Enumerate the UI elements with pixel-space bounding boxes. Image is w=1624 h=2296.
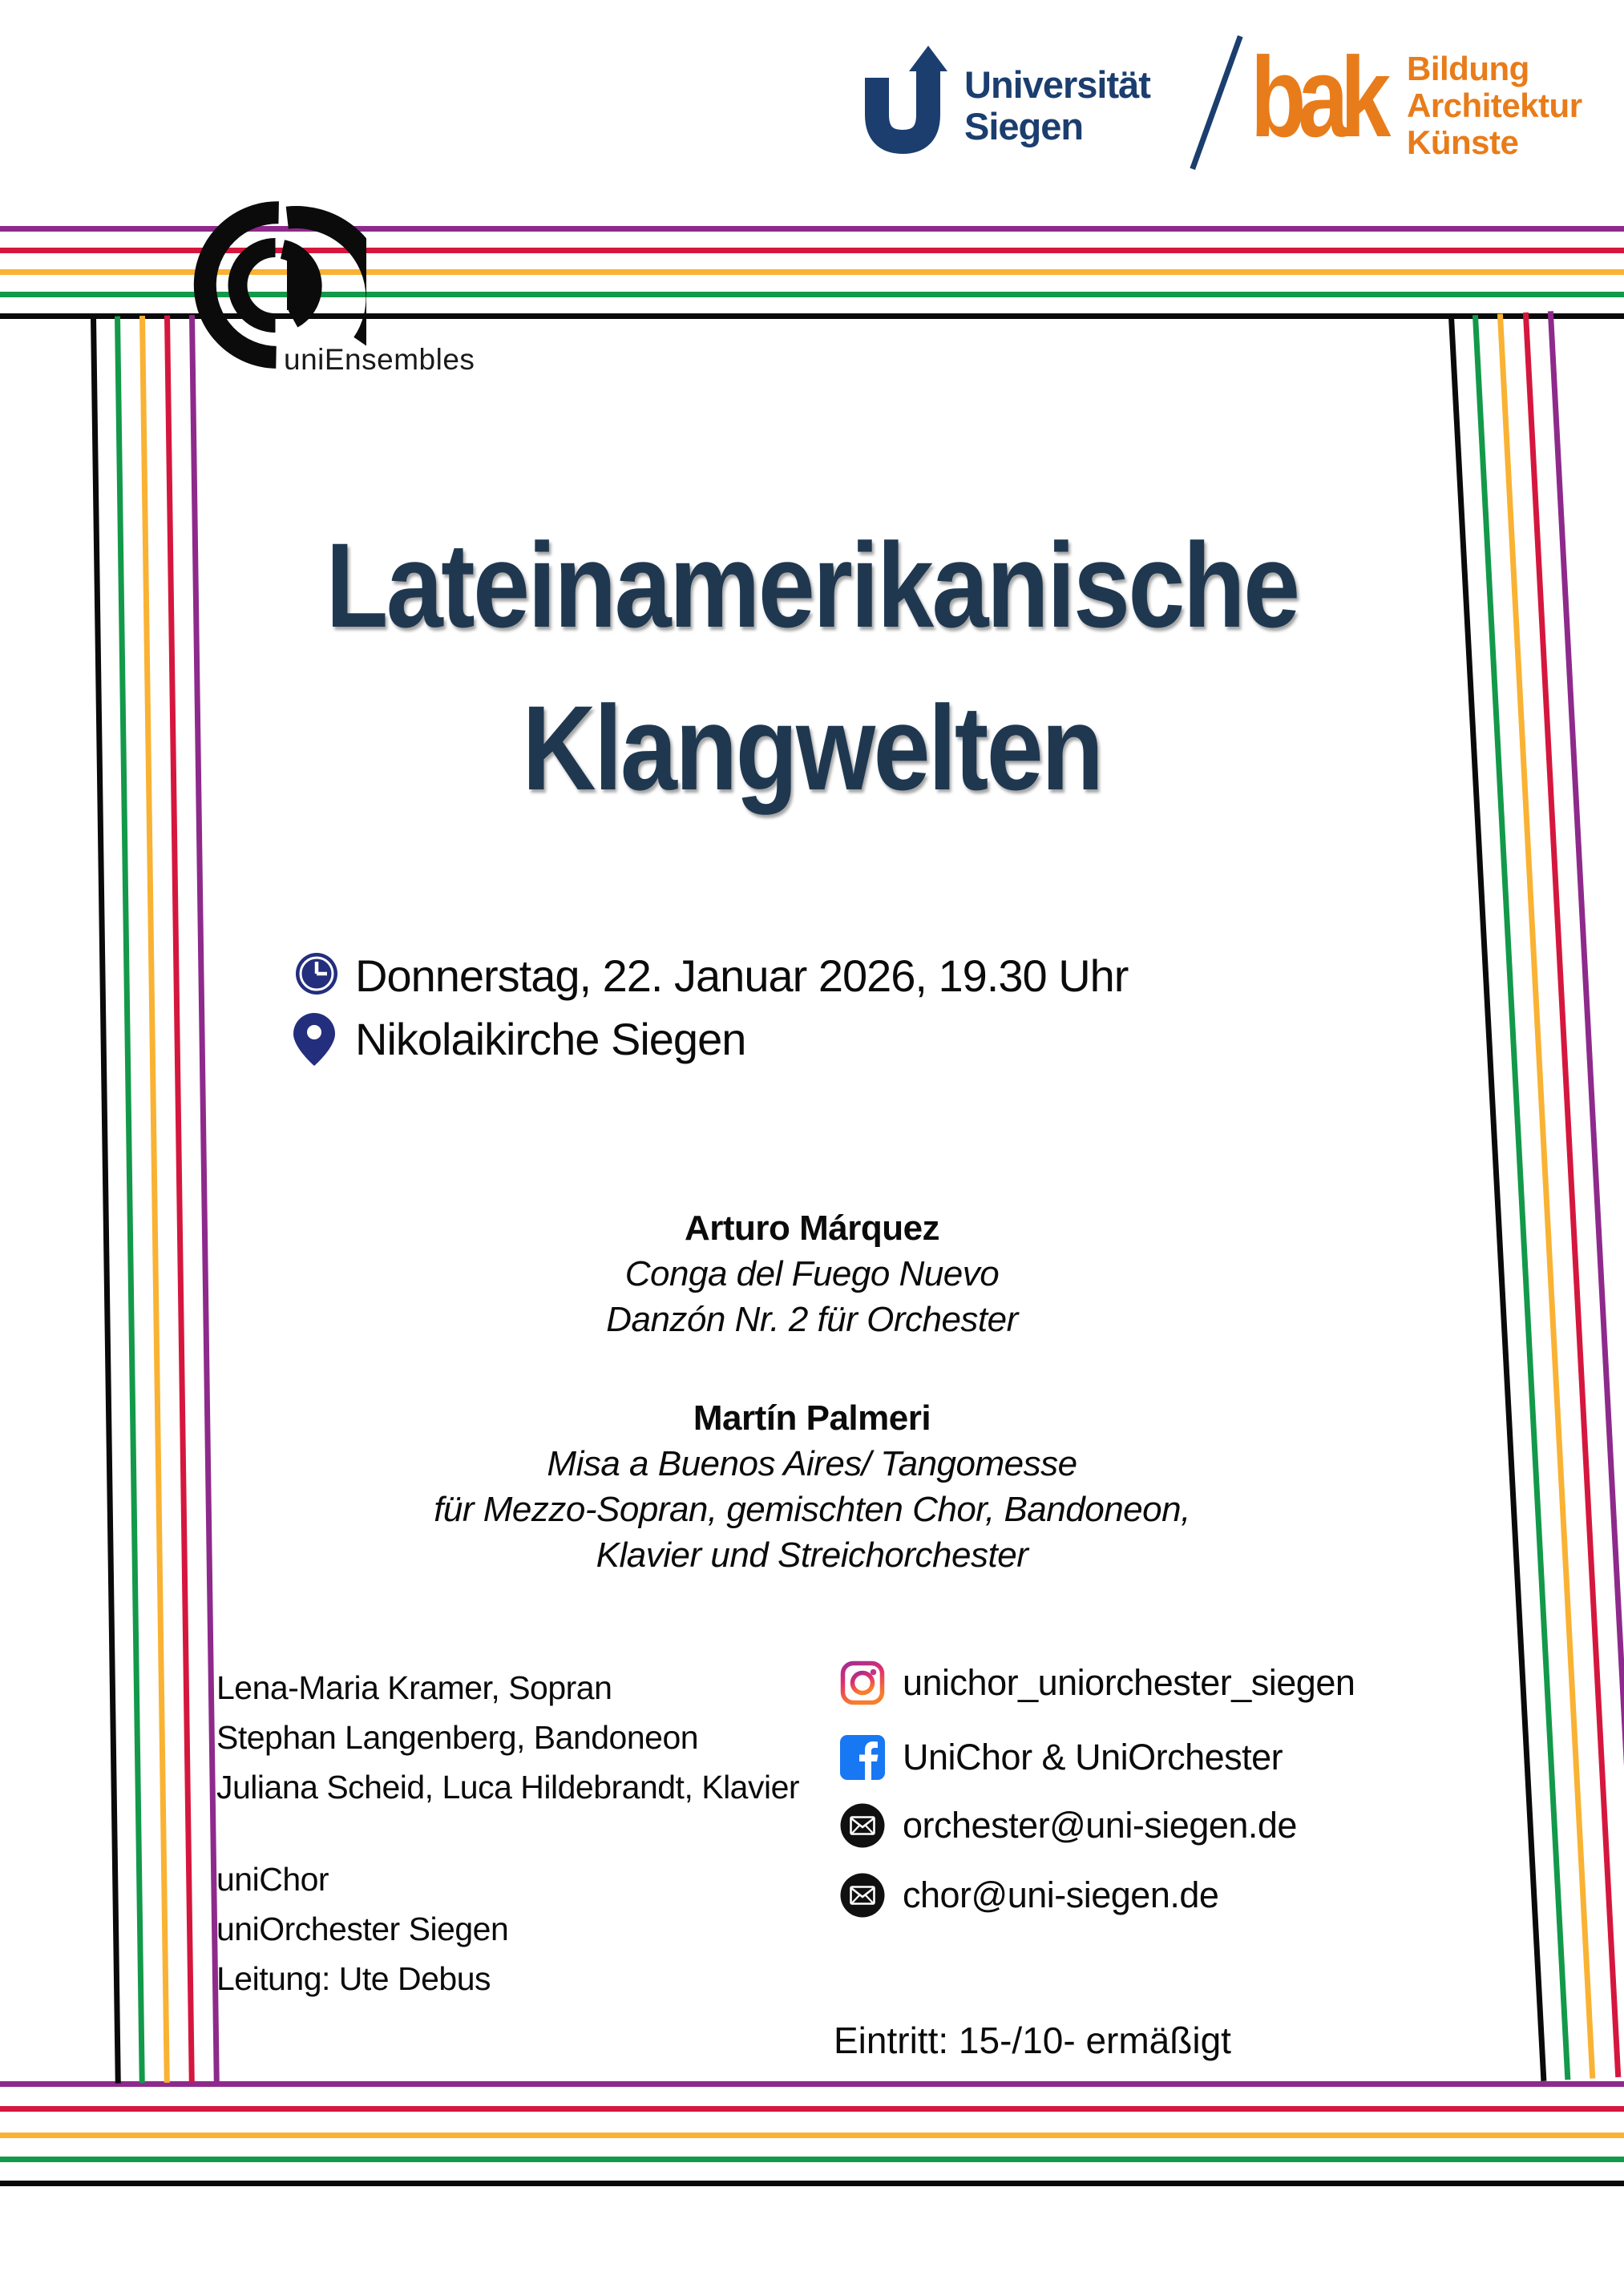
facebook-page: UniChor & UniOrchester — [903, 1737, 1283, 1777]
email-icon — [840, 1803, 885, 1848]
uni-siegen-name-line2: Siegen — [964, 105, 1084, 147]
location-pin-icon — [293, 1013, 335, 1066]
email-chor: chor@uni-siegen.de — [903, 1874, 1219, 1915]
poster-title-line1: Lateinamerikanische — [325, 518, 1299, 652]
email-orchester: orchester@uni-siegen.de — [903, 1805, 1297, 1846]
performer-1: Lena-Maria Kramer, Sopran — [216, 1669, 612, 1706]
bak-word-kuenste: Künste — [1407, 123, 1519, 161]
uni-siegen-name-line1: Universität — [964, 63, 1150, 106]
ensemble-3: Leitung: Ute Debus — [216, 1960, 491, 1997]
bak-logo-icon: bak — [1250, 34, 1384, 161]
event-location: Nikolaikirche Siegen — [355, 1014, 746, 1064]
ensemble-2: uniOrchester Siegen — [216, 1911, 509, 1947]
work-1a: Conga del Fuego Nuevo — [624, 1254, 1000, 1293]
work-2c: Klavier und Streichorchester — [596, 1535, 1028, 1575]
work-2b: für Mezzo-Sopran, gemischten Chor, Bandoneon, — [434, 1490, 1190, 1529]
performer-2: Stephan Langenberg, Bandoneon — [216, 1719, 699, 1756]
event-datetime: Donnerstag, 22. Januar 2026, 19.30 Uhr — [355, 950, 1129, 1001]
ensemble-list — [216, 1854, 508, 2003]
bak-word-bildung: Bildung — [1407, 50, 1529, 87]
performer-3: Juliana Scheid, Luca Hildebrandt, Klavier — [216, 1769, 800, 1806]
clock-icon — [295, 952, 338, 995]
composer-2: Martín Palmeri — [693, 1398, 931, 1438]
performer-list — [216, 1663, 799, 1812]
work-1b: Danzón Nr. 2 für Orchester — [606, 1300, 1018, 1339]
staff-line — [1497, 313, 1595, 2078]
work-2a: Misa a Buenos Aires/ Tangomesse — [547, 1444, 1077, 1483]
staff-line — [1548, 311, 1624, 2076]
ensemble-1: uniChor — [216, 1861, 329, 1898]
facebook-icon — [840, 1735, 885, 1780]
uni-ensembles-label: uniEnsembles — [284, 343, 475, 376]
uni-siegen-logo-icon — [858, 44, 951, 164]
staff-line — [1523, 313, 1621, 2077]
admission-price: Eintritt: 15-/10- ermäßigt — [834, 2020, 1231, 2061]
email-icon — [840, 1873, 885, 1918]
poster-title-line2: Klangwelten — [522, 680, 1102, 815]
composer-1: Arturo Márquez — [684, 1209, 940, 1248]
instagram-handle: unichor_uniorchester_siegen — [903, 1662, 1355, 1703]
bak-word-architektur: Architektur — [1407, 87, 1582, 124]
instagram-icon — [840, 1660, 885, 1705]
